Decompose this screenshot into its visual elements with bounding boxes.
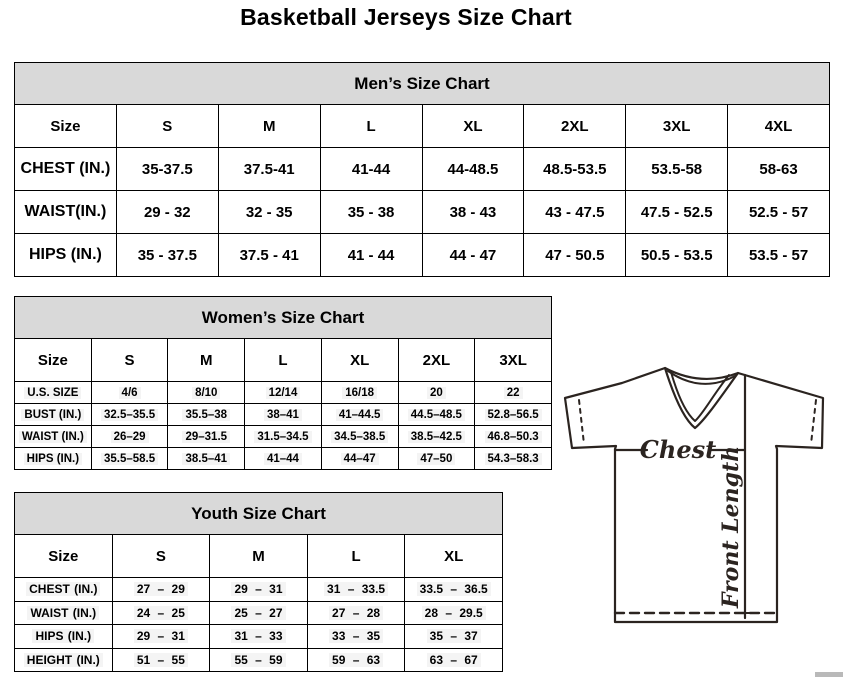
value-cell: 41-44 [320, 148, 422, 191]
value-cell: 32 - 35 [218, 191, 320, 234]
value-cell: 8/10 [168, 382, 245, 404]
value-cell: 53.5 - 57 [728, 234, 830, 277]
front-length-measure-label: Front Length [718, 445, 744, 609]
value-cell: 33.5 – 36.5 [405, 578, 503, 602]
row-label-cell: BUST (IN.) [15, 404, 92, 426]
value-cell: 41 - 44 [320, 234, 422, 277]
value-cell: 29–31.5 [168, 426, 245, 448]
value-cell: 37.5 - 41 [218, 234, 320, 277]
value-cell: 46.8–50.3 [475, 426, 552, 448]
value-cell: 35-37.5 [116, 148, 218, 191]
value-cell: 32.5–35.5 [91, 404, 168, 426]
value-cell: 22 [475, 382, 552, 404]
value-cell: 55 – 59 [210, 648, 308, 672]
size-header-cell: Size [15, 105, 117, 148]
value-cell: 35 – 37 [405, 625, 503, 649]
value-cell: 27 – 28 [307, 601, 405, 625]
right-cuff-dashed-line [811, 400, 816, 444]
value-cell: 35 - 38 [320, 191, 422, 234]
value-cell: 28 – 29.5 [405, 601, 503, 625]
column-header-cell: S [116, 105, 218, 148]
row-label-cell: HIPS (IN.) [15, 234, 117, 277]
womens-size-table [14, 296, 552, 470]
value-cell: 4/6 [91, 382, 168, 404]
chart-band-title: Men’s Size Chart [15, 63, 830, 105]
value-cell: 34.5–38.5 [321, 426, 398, 448]
value-cell: 44–47 [321, 448, 398, 470]
value-cell: 38–41 [245, 404, 322, 426]
value-cell: 24 – 25 [112, 601, 210, 625]
value-cell: 31 – 33.5 [307, 578, 405, 602]
column-header-cell: M [168, 339, 245, 382]
value-cell: 43 - 47.5 [524, 191, 626, 234]
chart-band-title: Women’s Size Chart [15, 297, 552, 339]
value-cell: 27 – 29 [112, 578, 210, 602]
value-cell: 53.5-58 [626, 148, 728, 191]
value-cell: 25 – 27 [210, 601, 308, 625]
value-cell: 29 - 32 [116, 191, 218, 234]
value-cell: 31 – 33 [210, 625, 308, 649]
chart-band-title: Youth Size Chart [15, 493, 503, 535]
value-cell: 33 – 35 [307, 625, 405, 649]
column-header-cell: 2XL [398, 339, 475, 382]
value-cell: 35 - 37.5 [116, 234, 218, 277]
column-header-cell: XL [405, 535, 503, 578]
value-cell: 38 - 43 [422, 191, 524, 234]
scrollbar-fragment [815, 672, 843, 677]
column-header-cell: 2XL [524, 105, 626, 148]
value-cell: 26–29 [91, 426, 168, 448]
youth-size-table [14, 492, 503, 672]
value-cell: 35.5–38 [168, 404, 245, 426]
value-cell: 29 – 31 [210, 578, 308, 602]
value-cell: 52.8–56.5 [475, 404, 552, 426]
value-cell: 35.5–58.5 [91, 448, 168, 470]
page-title: Basketball Jerseys Size Chart [240, 4, 572, 30]
value-cell: 54.3–58.3 [475, 448, 552, 470]
column-header-cell: 3XL [626, 105, 728, 148]
mens-size-table [14, 62, 830, 277]
value-cell: 59 – 63 [307, 648, 405, 672]
value-cell: 16/18 [321, 382, 398, 404]
value-cell: 51 – 55 [112, 648, 210, 672]
row-label-cell: CHEST (IN.) [15, 148, 117, 191]
size-header-cell: Size [15, 535, 113, 578]
value-cell: 38.5–42.5 [398, 426, 475, 448]
column-header-cell: M [218, 105, 320, 148]
value-cell: 48.5-53.5 [524, 148, 626, 191]
row-label-cell: U.S. SIZE [15, 382, 92, 404]
value-cell: 47 - 50.5 [524, 234, 626, 277]
value-cell: 31.5–34.5 [245, 426, 322, 448]
size-header-cell: Size [15, 339, 92, 382]
column-header-cell: L [307, 535, 405, 578]
value-cell: 47.5 - 52.5 [626, 191, 728, 234]
value-cell: 44.5–48.5 [398, 404, 475, 426]
column-header-cell: M [210, 535, 308, 578]
jersey-measurement-diagram [558, 362, 840, 627]
jersey-diagram-svg [558, 362, 840, 627]
column-header-cell: 4XL [728, 105, 830, 148]
row-label-cell: WAIST(IN.) [15, 191, 117, 234]
value-cell: 20 [398, 382, 475, 404]
value-cell: 44 - 47 [422, 234, 524, 277]
column-header-cell: S [112, 535, 210, 578]
row-label-cell: WAIST (IN.) [15, 601, 113, 625]
column-header-cell: 3XL [475, 339, 552, 382]
row-label-cell: HIPS (IN.) [15, 625, 113, 649]
row-label-cell: CHEST (IN.) [15, 578, 113, 602]
jersey-outline [565, 368, 823, 622]
value-cell: 41–44.5 [321, 404, 398, 426]
column-header-cell: L [245, 339, 322, 382]
column-header-cell: S [91, 339, 168, 382]
value-cell: 37.5-41 [218, 148, 320, 191]
row-label-cell: HIPS (IN.) [15, 448, 92, 470]
row-label-cell: WAIST (IN.) [15, 426, 92, 448]
value-cell: 58-63 [728, 148, 830, 191]
chest-measure-label: Chest [639, 435, 717, 464]
value-cell: 52.5 - 57 [728, 191, 830, 234]
value-cell: 29 – 31 [112, 625, 210, 649]
row-label-cell: HEIGHT (IN.) [15, 648, 113, 672]
value-cell: 12/14 [245, 382, 322, 404]
column-header-cell: XL [321, 339, 398, 382]
value-cell: 50.5 - 53.5 [626, 234, 728, 277]
value-cell: 47–50 [398, 448, 475, 470]
value-cell: 44-48.5 [422, 148, 524, 191]
value-cell: 38.5–41 [168, 448, 245, 470]
column-header-cell: XL [422, 105, 524, 148]
left-cuff-dashed-line [579, 400, 584, 444]
value-cell: 41–44 [245, 448, 322, 470]
value-cell: 63 – 67 [405, 648, 503, 672]
column-header-cell: L [320, 105, 422, 148]
